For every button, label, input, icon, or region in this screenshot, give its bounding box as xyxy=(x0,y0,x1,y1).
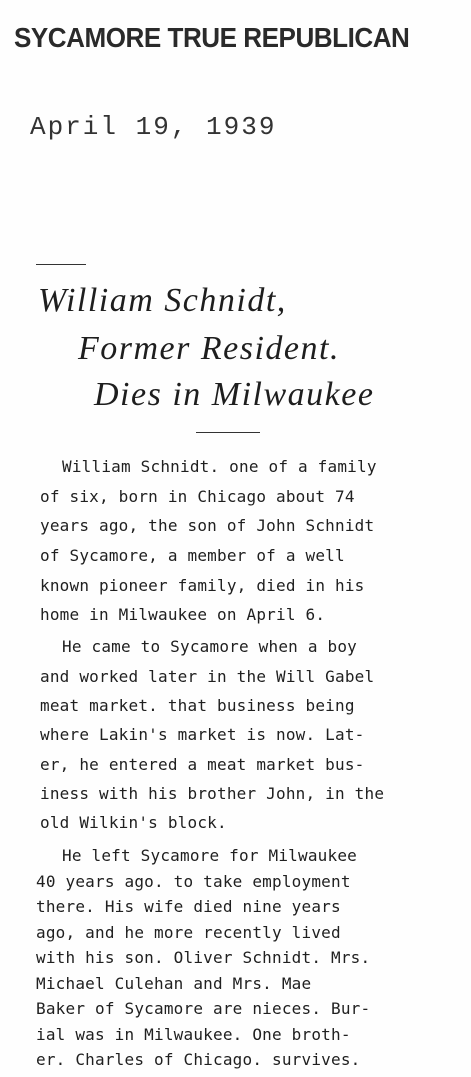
body-line: iness with his brother John, in the xyxy=(40,784,385,803)
rule-divider-top xyxy=(36,264,86,265)
body-line: er. Charles of Chicago. survives. xyxy=(36,1050,361,1069)
body-line: years ago, the son of John Schnidt xyxy=(40,516,375,535)
body-line: old Wilkin's block. xyxy=(40,813,227,832)
body-line: Michael Culehan and Mrs. Mae xyxy=(36,974,312,993)
headline-line-1: William Schnidt, xyxy=(38,282,287,319)
body-line: home in Milwaukee on April 6. xyxy=(40,605,326,624)
body-line: there. His wife died nine years xyxy=(36,897,341,916)
body-line: ial was in Milwaukee. One broth- xyxy=(36,1025,351,1044)
body-line: Baker of Sycamore are nieces. Bur- xyxy=(36,999,371,1018)
headline-line-2: Former Resident. xyxy=(78,330,340,367)
body-line: He came to Sycamore when a boy xyxy=(62,637,357,656)
headline-line-3: Dies in Milwaukee xyxy=(94,376,375,413)
body-line: ago, and he more recently lived xyxy=(36,923,341,942)
body-line: er, he entered a meat market bus- xyxy=(40,755,365,774)
body-line: and worked later in the Will Gabel xyxy=(40,667,375,686)
body-line: with his son. Oliver Schnidt. Mrs. xyxy=(36,948,371,967)
body-line: meat market. that business being xyxy=(40,696,355,715)
masthead: SYCAMORE TRUE REPUBLICAN xyxy=(14,22,410,53)
body-line: of six, born in Chicago about 74 xyxy=(40,487,355,506)
body-line: where Lakin's market is now. Lat- xyxy=(40,725,365,744)
body-line: He left Sycamore for Milwaukee xyxy=(62,846,357,865)
rule-divider-mid xyxy=(196,432,260,433)
body-line: William Schnidt. one of a family xyxy=(62,457,377,476)
body-line: of Sycamore, a member of a well xyxy=(40,546,345,565)
body-line: known pioneer family, died in his xyxy=(40,576,365,595)
body-line: 40 years ago. to take employment xyxy=(36,872,351,891)
date-line: April 19, 1939 xyxy=(30,112,277,142)
